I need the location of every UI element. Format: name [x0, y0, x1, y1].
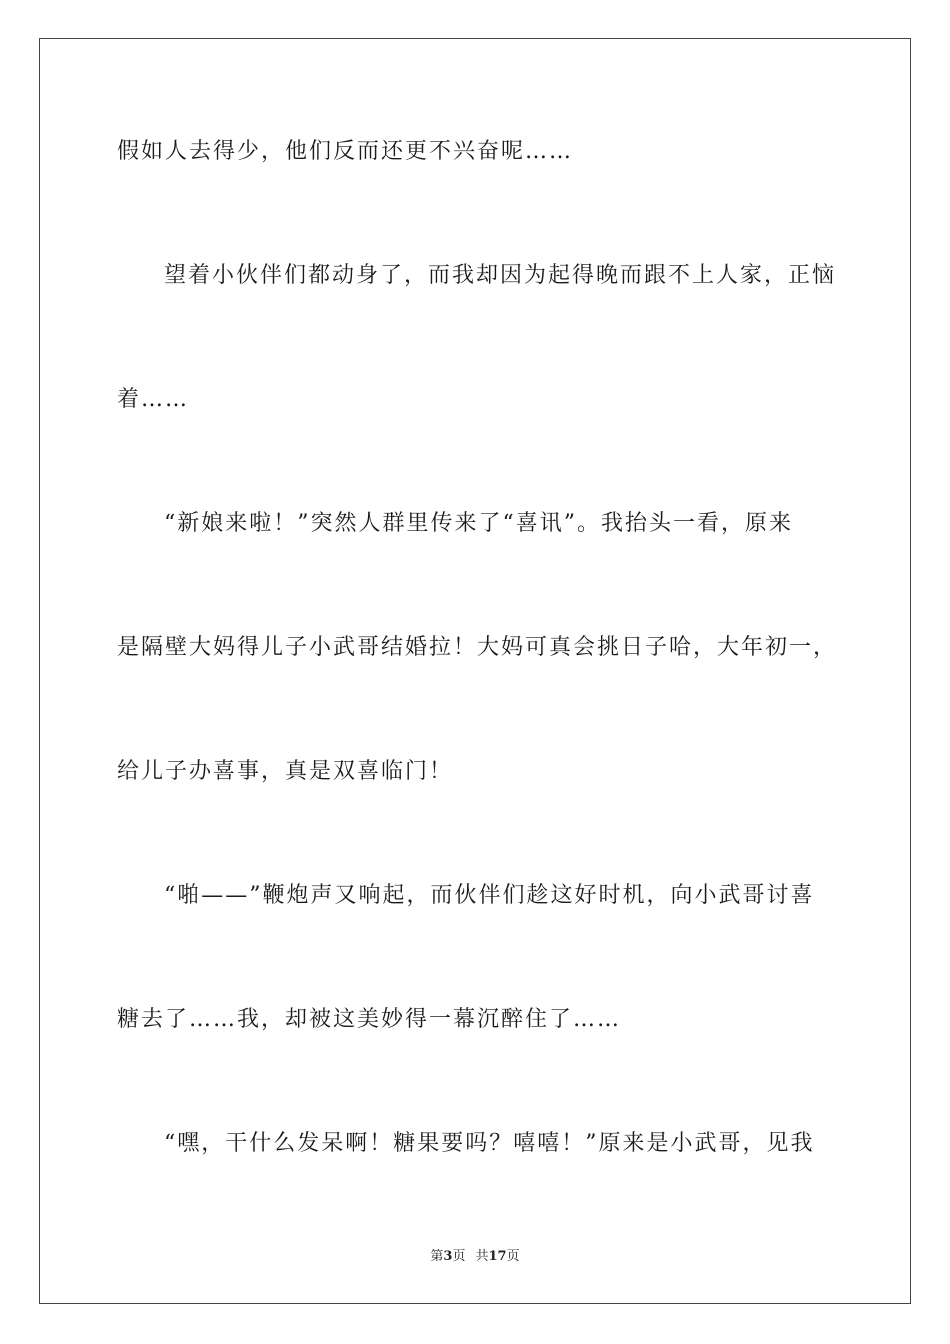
- total-prefix: 共: [475, 1249, 489, 1264]
- page-prefix: 第: [430, 1249, 444, 1264]
- text-line-4: “新娘来啦！”突然人群里传来了“喜讯”。我抬头一看，原来: [164, 511, 793, 536]
- page-suffix: 页: [452, 1249, 466, 1264]
- text-line-7: “啪——”鞭炮声又响起，而伙伴们趁这好时机，向小武哥讨喜: [164, 883, 815, 908]
- total-suffix: 页: [506, 1249, 520, 1264]
- text-line-3: 着……: [117, 387, 190, 412]
- text-line-5: 是隔壁大妈得儿子小武哥结婚拉！大妈可真会挑日子哈，大年初一，: [117, 635, 838, 660]
- text-line-9: “嘿，干什么发呆啊！糖果要吗？嘻嘻！”原来是小武哥，见我: [164, 1131, 815, 1156]
- text-line-6: 给儿子办喜事，真是双喜临门！: [117, 759, 454, 784]
- total-pages: 17: [488, 1249, 507, 1264]
- page-border: [39, 38, 911, 1304]
- page-footer: [0, 1248, 950, 1266]
- text-line-2: 望着小伙伴们都动身了，而我却因为起得晚而跟不上人家，正恼: [164, 263, 837, 288]
- text-line-8: 糖去了……我，却被这美妙得一幕沉醉住了……: [117, 1007, 622, 1032]
- page-number: 3: [443, 1249, 453, 1264]
- text-line-1: 假如人去得少，他们反而还更不兴奋呢……: [117, 139, 574, 164]
